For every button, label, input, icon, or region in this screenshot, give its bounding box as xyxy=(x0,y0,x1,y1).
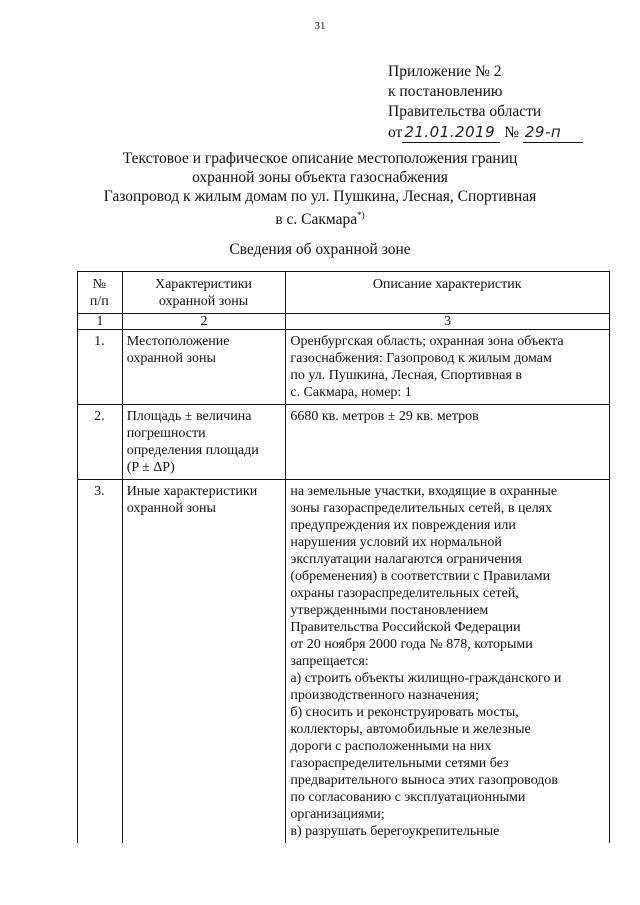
cell-line: коллекторы, автомобильные и железные xyxy=(290,722,531,737)
row-number: 2. xyxy=(78,405,123,480)
cell-line: б) сносить и реконструировать мосты, xyxy=(290,705,519,720)
header-num-line: п/п xyxy=(89,294,109,309)
cell-line: в) разрушать берегоукрепительные xyxy=(290,824,500,839)
row-characteristic xyxy=(122,330,286,405)
cell-line: (обременения) в соответствии с Правилами xyxy=(290,569,551,584)
header-description: Описание характеристик xyxy=(286,272,610,314)
cell-line: по согласованию с эксплуатационными xyxy=(290,790,526,805)
table-row xyxy=(78,330,610,405)
row-characteristic xyxy=(122,480,286,844)
cell-line: зоны газораспределительных сетей, в целях xyxy=(290,501,553,516)
cell-line: с. Сакмара, номер: 1 xyxy=(290,385,412,400)
cell-line: а) строить объекты жилищно-гражданского и xyxy=(290,671,562,686)
cell-line: на земельные участки, входящие в охранные xyxy=(290,484,558,499)
appendix-header xyxy=(388,62,583,143)
handwritten-number: 29-п xyxy=(523,122,583,143)
cell-line: производственного назначения; xyxy=(290,688,479,703)
table-header-row xyxy=(78,272,610,314)
cell-line: газоснабжения: Газопровод к жилым домам xyxy=(290,351,552,366)
cell-line: дороги с расположенными на них xyxy=(290,739,492,754)
cell-line: 6680 кв. метров ± 29 кв. метров xyxy=(290,409,479,424)
cell-line: предварительного выноса этих газопроводов xyxy=(290,773,559,788)
cell-line: утвержденными постановлением xyxy=(290,603,489,618)
title-line: Текстовое и графическое описание местоположения границ xyxy=(122,150,518,167)
title-line: Газопровод к жилым домам по ул. Пушкина, Лесная, Спортивная xyxy=(103,188,537,205)
cell-line: охраны газораспределительных сетей, xyxy=(290,586,519,601)
appendix-date-line xyxy=(388,122,583,143)
title-line xyxy=(0,206,640,229)
header-characteristic-line: Характеристики xyxy=(154,277,253,292)
header-characteristic xyxy=(122,272,286,314)
column-index: 1 xyxy=(78,314,123,330)
header-characteristic-line: охранной зоны xyxy=(158,294,249,309)
appendix-line: Правительства области xyxy=(388,103,542,120)
handwritten-date: 21.01.2019 xyxy=(402,122,500,143)
cell-line: (P ± ΔP) xyxy=(126,460,175,475)
cell-line: Местоположение xyxy=(126,334,230,349)
cell-line: газораспределительными сетями без xyxy=(290,756,509,771)
cell-line: от 20 ноября 2000 года № 878, которыми xyxy=(290,637,533,652)
row-description xyxy=(286,405,610,480)
cell-line: охранной зоны xyxy=(126,501,216,516)
section-title: Сведения об охранной зоне xyxy=(229,241,411,258)
cell-line: нарушения условий их нормальной xyxy=(290,535,502,550)
appendix-line: Приложение № 2 xyxy=(388,63,502,80)
footnote-mark: *) xyxy=(357,210,365,220)
cell-line: охранной зоны xyxy=(126,351,216,366)
row-description xyxy=(286,330,610,405)
cell-line: предупреждения их повреждения или xyxy=(290,518,516,533)
cell-line: Оренбургская область; охранная зона объекта xyxy=(290,334,564,349)
cell-line: Правительства Российской Федерации xyxy=(290,620,521,635)
cell-line: запрещается: xyxy=(290,654,369,669)
title-line: охранной зоны объекта газоснабжения xyxy=(192,169,448,186)
header-num-line: № xyxy=(92,277,107,292)
column-index: 3 xyxy=(286,314,610,330)
cell-line: по ул. Пушкина, Лесная, Спортивная в xyxy=(290,368,523,383)
cell-line: Иные характеристики xyxy=(126,484,258,499)
cell-line: эксплуатации налагаются ограничения xyxy=(290,552,522,567)
table-row xyxy=(78,480,610,844)
date-prefix: от xyxy=(388,124,403,141)
cell-line: Площадь ± величина xyxy=(126,409,252,424)
cell-line: определения площади xyxy=(126,443,259,458)
row-characteristic xyxy=(122,405,286,480)
row-number: 3. xyxy=(78,480,123,844)
number-sign: № xyxy=(504,124,519,141)
title-line-text: в с. Сакмара xyxy=(275,211,358,229)
column-index-row xyxy=(78,314,610,330)
cell-line: погрешности xyxy=(126,426,206,441)
protection-zone-table xyxy=(77,271,610,843)
row-description xyxy=(286,480,610,844)
page-number: 31 xyxy=(314,20,326,32)
header-num xyxy=(78,272,123,314)
table-row xyxy=(78,405,610,480)
document-title xyxy=(0,149,640,229)
appendix-line: к постановлению xyxy=(388,83,503,100)
cell-line: организациями; xyxy=(290,807,385,822)
row-number: 1. xyxy=(78,330,123,405)
column-index: 2 xyxy=(122,314,286,330)
